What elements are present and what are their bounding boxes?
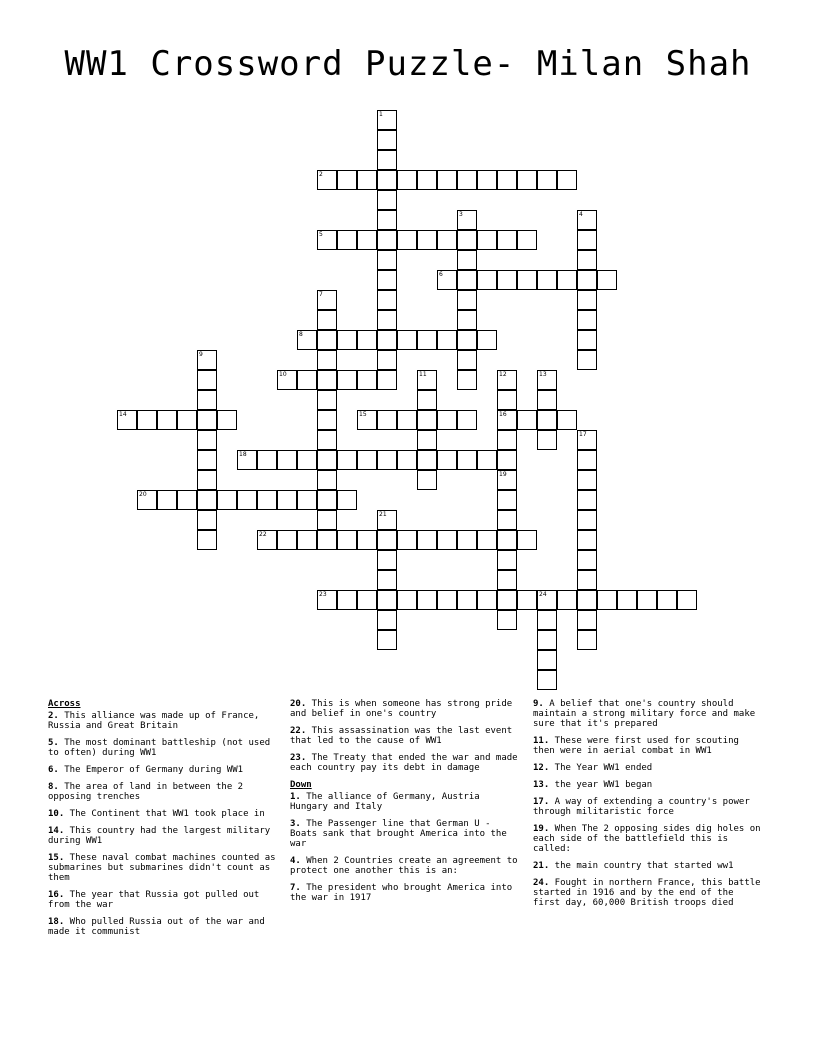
grid-cell[interactable] [457, 410, 477, 430]
grid-cell[interactable] [497, 610, 517, 630]
grid-cell[interactable] [597, 590, 617, 610]
grid-cell[interactable] [397, 330, 417, 350]
grid-cell[interactable] [377, 250, 397, 270]
grid-cell[interactable] [497, 530, 517, 550]
grid-cell[interactable] [337, 590, 357, 610]
grid-cell[interactable] [337, 230, 357, 250]
grid-cell[interactable] [437, 590, 457, 610]
grid-cell[interactable] [377, 190, 397, 210]
grid-cell[interactable] [457, 330, 477, 350]
grid-cell[interactable] [497, 590, 517, 610]
across-clue [290, 753, 522, 773]
grid-cell[interactable] [277, 530, 297, 550]
clue-text: The Year WW1 ended [549, 763, 653, 773]
grid-cell[interactable] [117, 410, 137, 430]
grid-cell[interactable] [537, 390, 557, 410]
grid-cell[interactable] [377, 330, 397, 350]
grid-cell[interactable] [457, 170, 477, 190]
grid-cell[interactable] [417, 330, 437, 350]
clue-text: the year WW1 began [549, 780, 653, 790]
grid-cell[interactable] [537, 430, 557, 450]
grid-cell[interactable] [317, 430, 337, 450]
clue-number: 1. [290, 792, 301, 802]
grid-cell[interactable] [317, 590, 337, 610]
clue-text: The Treaty that ended the war and made each country pay its debt in damage [290, 753, 518, 773]
grid-cell[interactable] [157, 410, 177, 430]
grid-cell[interactable] [377, 630, 397, 650]
grid-cell[interactable] [517, 530, 537, 550]
clue-number-label: 8 [299, 331, 303, 338]
grid-cell[interactable] [317, 450, 337, 470]
grid-cell[interactable] [377, 610, 397, 630]
grid-cell[interactable] [497, 370, 517, 390]
grid-cell[interactable] [377, 310, 397, 330]
grid-cell[interactable] [417, 370, 437, 390]
clue-number: 19. [533, 824, 550, 834]
grid-cell[interactable] [197, 490, 217, 510]
grid-cell[interactable] [397, 170, 417, 190]
grid-cell[interactable] [477, 170, 497, 190]
grid-cell[interactable] [377, 550, 397, 570]
grid-cell[interactable] [577, 350, 597, 370]
grid-cell[interactable] [377, 210, 397, 230]
grid-cell[interactable] [377, 510, 397, 530]
grid-cell[interactable] [557, 590, 577, 610]
grid-cell[interactable] [237, 450, 257, 470]
down-clue [533, 780, 765, 790]
grid-cell[interactable] [537, 270, 557, 290]
grid-cell[interactable] [577, 330, 597, 350]
grid-cell[interactable] [557, 170, 577, 190]
grid-cell[interactable] [417, 170, 437, 190]
grid-cell[interactable] [197, 370, 217, 390]
clue-number: 22. [290, 726, 307, 736]
grid-cell[interactable] [537, 410, 557, 430]
clue-number-label: 3 [459, 211, 463, 218]
clue-number: 10. [48, 809, 65, 819]
clue-number: 16. [48, 890, 65, 900]
grid-cell[interactable] [457, 370, 477, 390]
grid-cell[interactable] [397, 530, 417, 550]
grid-cell[interactable] [437, 270, 457, 290]
down-clue [533, 736, 765, 756]
grid-cell[interactable] [497, 170, 517, 190]
clue-text: The Emperor of Germany during WW1 [58, 765, 244, 775]
clue-number: 8. [48, 782, 59, 792]
clue-column-1 [48, 699, 280, 944]
grid-cell[interactable] [217, 410, 237, 430]
grid-cell[interactable] [417, 530, 437, 550]
clue-text: This assassination was the last event that led to the cause of WW1 [290, 726, 513, 746]
clue-column-2 [290, 699, 522, 910]
grid-cell[interactable] [337, 170, 357, 190]
grid-cell[interactable] [337, 370, 357, 390]
clue-number-label: 4 [579, 211, 583, 218]
grid-cell[interactable] [317, 470, 337, 490]
clue-number: 9. [533, 699, 544, 709]
clue-number-label: 10 [279, 371, 287, 378]
clue-number: 17. [533, 797, 550, 807]
grid-cell[interactable] [317, 410, 337, 430]
grid-cell[interactable] [357, 450, 377, 470]
grid-cell[interactable] [497, 430, 517, 450]
clue-number-label: 21 [379, 511, 387, 518]
grid-cell[interactable] [377, 410, 397, 430]
clue-number: 4. [290, 856, 301, 866]
grid-cell[interactable] [497, 450, 517, 470]
grid-cell[interactable] [317, 390, 337, 410]
grid-cell[interactable] [357, 410, 377, 430]
grid-cell[interactable] [577, 570, 597, 590]
clue-text: The Passenger line that German U - Boats sank that brought America into the war [290, 819, 507, 849]
grid-cell[interactable] [317, 490, 337, 510]
down-clue [290, 856, 522, 876]
grid-cell[interactable] [137, 410, 157, 430]
grid-cell[interactable] [557, 410, 577, 430]
grid-cell[interactable] [317, 290, 337, 310]
grid-cell[interactable] [377, 230, 397, 250]
grid-cell[interactable] [677, 590, 697, 610]
grid-cell[interactable] [577, 510, 597, 530]
grid-cell[interactable] [577, 630, 597, 650]
grid-cell[interactable] [497, 570, 517, 590]
clue-number-label: 7 [319, 291, 323, 298]
clue-text: The year that Russia got pulled out from the war [48, 890, 260, 910]
across-clue [48, 890, 280, 910]
grid-cell[interactable] [357, 370, 377, 390]
grid-cell[interactable] [317, 510, 337, 530]
grid-cell[interactable] [377, 370, 397, 390]
clue-number: 18. [48, 917, 65, 927]
grid-cell[interactable] [417, 390, 437, 410]
grid-cell[interactable] [577, 290, 597, 310]
grid-cell[interactable] [477, 530, 497, 550]
across-clue [48, 765, 280, 775]
page-title: WW1 Crossword Puzzle- Milan Shah [64, 44, 752, 84]
clue-text: When 2 Countries create an agreement to protect one another this is an: [290, 856, 518, 876]
grid-cell[interactable] [577, 210, 597, 230]
clue-number: 24. [533, 878, 550, 888]
grid-cell[interactable] [457, 590, 477, 610]
clue-text: A belief that one's country should maintain a strong military force and make sure that it's prepared [533, 699, 756, 729]
grid-cell[interactable] [197, 350, 217, 370]
clue-text: The area of land in between the 2 opposing trenches [48, 782, 244, 802]
clue-number-label: 1 [379, 111, 383, 118]
clue-number: 13. [533, 780, 550, 790]
down-clue [290, 883, 522, 903]
clue-number: 21. [533, 861, 550, 871]
clue-number-label: 16 [499, 411, 507, 418]
grid-cell[interactable] [457, 250, 477, 270]
grid-cell[interactable] [497, 270, 517, 290]
clue-number: 6. [48, 765, 59, 775]
grid-cell[interactable] [537, 650, 557, 670]
grid-cell[interactable] [377, 290, 397, 310]
clue-number: 23. [290, 753, 307, 763]
grid-cell[interactable] [537, 630, 557, 650]
across-clue [290, 699, 522, 719]
across-clue [48, 711, 280, 731]
grid-cell[interactable] [377, 270, 397, 290]
grid-cell[interactable] [417, 430, 437, 450]
grid-cell[interactable] [197, 410, 217, 430]
grid-cell[interactable] [317, 310, 337, 330]
clue-column-3 [533, 699, 765, 915]
grid-cell[interactable] [357, 330, 377, 350]
grid-cell[interactable] [577, 530, 597, 550]
down-clue [533, 824, 765, 854]
grid-cell[interactable] [537, 670, 557, 690]
grid-cell[interactable] [397, 410, 417, 430]
grid-cell[interactable] [577, 310, 597, 330]
grid-cell[interactable] [437, 410, 457, 430]
grid-cell[interactable] [517, 410, 537, 430]
clue-text: The most dominant battleship (not used to often) during WW1 [48, 738, 271, 758]
grid-cell[interactable] [437, 530, 457, 550]
down-clue [290, 819, 522, 849]
clue-text: These naval combat machines counted as submarines but submarines didn't count as them [48, 853, 276, 883]
grid-cell[interactable] [497, 490, 517, 510]
clue-number-label: 2 [319, 171, 323, 178]
clue-number: 11. [533, 736, 550, 746]
grid-cell[interactable] [377, 130, 397, 150]
grid-cell[interactable] [457, 450, 477, 470]
clue-text: The alliance of Germany, Austria Hungary and Italy [290, 792, 480, 812]
grid-cell[interactable] [457, 290, 477, 310]
clue-number-label: 15 [359, 411, 367, 418]
clue-text: the main country that started ww1 [549, 861, 734, 871]
grid-cell[interactable] [637, 590, 657, 610]
down-clue [533, 699, 765, 729]
grid-cell[interactable] [297, 370, 317, 390]
clue-number-label: 17 [579, 431, 587, 438]
grid-cell[interactable] [377, 110, 397, 130]
grid-cell[interactable] [577, 450, 597, 470]
grid-cell[interactable] [517, 590, 537, 610]
grid-cell[interactable] [417, 230, 437, 250]
grid-cell[interactable] [577, 550, 597, 570]
grid-cell[interactable] [417, 590, 437, 610]
grid-cell[interactable] [297, 450, 317, 470]
grid-cell[interactable] [197, 530, 217, 550]
across-clue [48, 782, 280, 802]
grid-cell[interactable] [517, 170, 537, 190]
grid-cell[interactable] [497, 470, 517, 490]
grid-cell[interactable] [357, 230, 377, 250]
across-clue [48, 826, 280, 846]
grid-cell[interactable] [457, 230, 477, 250]
grid-cell[interactable] [177, 410, 197, 430]
grid-cell[interactable] [417, 450, 437, 470]
grid-cell[interactable] [597, 270, 617, 290]
grid-cell[interactable] [397, 590, 417, 610]
grid-cell[interactable] [377, 150, 397, 170]
grid-cell[interactable] [377, 450, 397, 470]
clue-text: The Continent that WW1 took place in [64, 809, 265, 819]
grid-cell[interactable] [317, 350, 337, 370]
grid-cell[interactable] [497, 410, 517, 430]
grid-cell[interactable] [377, 530, 397, 550]
down-clue [290, 792, 522, 812]
grid-cell[interactable] [377, 570, 397, 590]
grid-cell[interactable] [217, 490, 237, 510]
grid-cell[interactable] [317, 530, 337, 550]
clue-number: 7. [290, 883, 301, 893]
clue-number: 2. [48, 711, 59, 721]
down-clue [533, 797, 765, 817]
grid-cell[interactable] [197, 470, 217, 490]
grid-cell[interactable] [497, 230, 517, 250]
grid-cell[interactable] [337, 330, 357, 350]
across-clue [48, 853, 280, 883]
clue-text: This is when someone has strong pride and belief in one's country [290, 699, 513, 719]
clue-number-label: 13 [539, 371, 547, 378]
grid-cell[interactable] [537, 590, 557, 610]
grid-cell[interactable] [377, 170, 397, 190]
grid-cell[interactable] [317, 170, 337, 190]
clue-text: This country had the largest military during WW1 [48, 826, 271, 846]
grid-cell[interactable] [317, 370, 337, 390]
clue-number-label: 19 [499, 471, 507, 478]
grid-cell[interactable] [477, 450, 497, 470]
across-clue [48, 738, 280, 758]
clue-number-label: 5 [319, 231, 323, 238]
clue-number: 20. [290, 699, 307, 709]
grid-cell[interactable] [297, 330, 317, 350]
clue-number-label: 9 [199, 351, 203, 358]
grid-cell[interactable] [277, 370, 297, 390]
clue-text: Who pulled Russia out of the war and made it communist [48, 917, 265, 937]
grid-cell[interactable] [177, 490, 197, 510]
grid-cell[interactable] [457, 210, 477, 230]
grid-cell[interactable] [457, 310, 477, 330]
across-clue [290, 726, 522, 746]
grid-cell[interactable] [537, 170, 557, 190]
grid-cell[interactable] [457, 530, 477, 550]
clue-number-label: 24 [539, 591, 547, 598]
grid-cell[interactable] [197, 390, 217, 410]
grid-cell[interactable] [397, 230, 417, 250]
grid-cell[interactable] [337, 490, 357, 510]
grid-cell[interactable] [437, 230, 457, 250]
grid-cell[interactable] [317, 330, 337, 350]
clue-number: 14. [48, 826, 65, 836]
grid-cell[interactable] [657, 590, 677, 610]
grid-cell[interactable] [477, 230, 497, 250]
grid-cell[interactable] [377, 590, 397, 610]
clue-number-label: 23 [319, 591, 327, 598]
clue-number: 12. [533, 763, 550, 773]
down-clue [533, 763, 765, 773]
clue-number: 5. [48, 738, 59, 748]
grid-cell[interactable] [297, 530, 317, 550]
grid-cell[interactable] [137, 490, 157, 510]
grid-cell[interactable] [277, 450, 297, 470]
clue-number: 3. [290, 819, 301, 829]
grid-cell[interactable] [497, 550, 517, 570]
grid-cell[interactable] [157, 490, 177, 510]
grid-cell[interactable] [577, 430, 597, 450]
grid-cell[interactable] [557, 270, 577, 290]
grid-cell[interactable] [577, 590, 597, 610]
clue-text: When The 2 opposing sides dig holes on each side of the battlefield this is called: [533, 824, 761, 854]
grid-cell[interactable] [197, 430, 217, 450]
grid-cell[interactable] [517, 270, 537, 290]
grid-cell[interactable] [297, 490, 317, 510]
grid-cell[interactable] [577, 610, 597, 630]
clue-text: The president who brought America into the war in 1917 [290, 883, 513, 903]
across-heading: Across [48, 699, 81, 709]
grid-cell[interactable] [577, 490, 597, 510]
clue-text: These were first used for scouting then were in aerial combat in WW1 [533, 736, 739, 756]
grid-cell[interactable] [577, 250, 597, 270]
grid-cell[interactable] [457, 350, 477, 370]
clue-number: 15. [48, 853, 65, 863]
grid-cell[interactable] [357, 170, 377, 190]
grid-cell[interactable] [377, 350, 397, 370]
grid-cell[interactable] [577, 270, 597, 290]
grid-cell[interactable] [517, 230, 537, 250]
grid-cell[interactable] [257, 490, 277, 510]
down-clue [533, 861, 765, 871]
grid-cell[interactable] [477, 590, 497, 610]
grid-cell[interactable] [477, 330, 497, 350]
across-clue [48, 917, 280, 937]
grid-cell[interactable] [337, 450, 357, 470]
grid-cell[interactable] [497, 390, 517, 410]
grid-cell[interactable] [357, 590, 377, 610]
clue-number-label: 18 [239, 451, 247, 458]
clue-number-label: 14 [119, 411, 127, 418]
grid-cell[interactable] [537, 370, 557, 390]
grid-cell[interactable] [437, 330, 457, 350]
grid-cell[interactable] [257, 450, 277, 470]
clue-text: A way of extending a country's power through militaristic force [533, 797, 750, 817]
grid-cell[interactable] [477, 270, 497, 290]
down-clue [533, 878, 765, 908]
grid-cell[interactable] [337, 530, 357, 550]
grid-cell[interactable] [277, 490, 297, 510]
grid-cell[interactable] [197, 450, 217, 470]
grid-cell[interactable] [197, 510, 217, 530]
down-heading: Down [290, 780, 312, 790]
grid-cell[interactable] [497, 510, 517, 530]
grid-cell[interactable] [437, 170, 457, 190]
grid-cell[interactable] [577, 230, 597, 250]
grid-cell[interactable] [457, 270, 477, 290]
grid-cell[interactable] [317, 230, 337, 250]
grid-cell[interactable] [397, 450, 417, 470]
grid-cell[interactable] [237, 490, 257, 510]
grid-cell[interactable] [257, 530, 277, 550]
clue-number-label: 20 [139, 491, 147, 498]
grid-cell[interactable] [417, 410, 437, 430]
clue-number-label: 22 [259, 531, 267, 538]
clue-number-label: 12 [499, 371, 507, 378]
clue-number-label: 11 [419, 371, 427, 378]
clue-number-label: 6 [439, 271, 443, 278]
clue-text: Fought in northern France, this battle started in 1916 and by the end of the first day, 60,000 British troops died [533, 878, 761, 908]
grid-cell[interactable] [617, 590, 637, 610]
grid-cell[interactable] [437, 450, 457, 470]
across-clue [48, 809, 280, 819]
grid-cell[interactable] [577, 470, 597, 490]
grid-cell[interactable] [417, 470, 437, 490]
grid-cell[interactable] [357, 530, 377, 550]
grid-cell[interactable] [537, 610, 557, 630]
clue-text: This alliance was made up of France, Russia and Great Britain [48, 711, 260, 731]
